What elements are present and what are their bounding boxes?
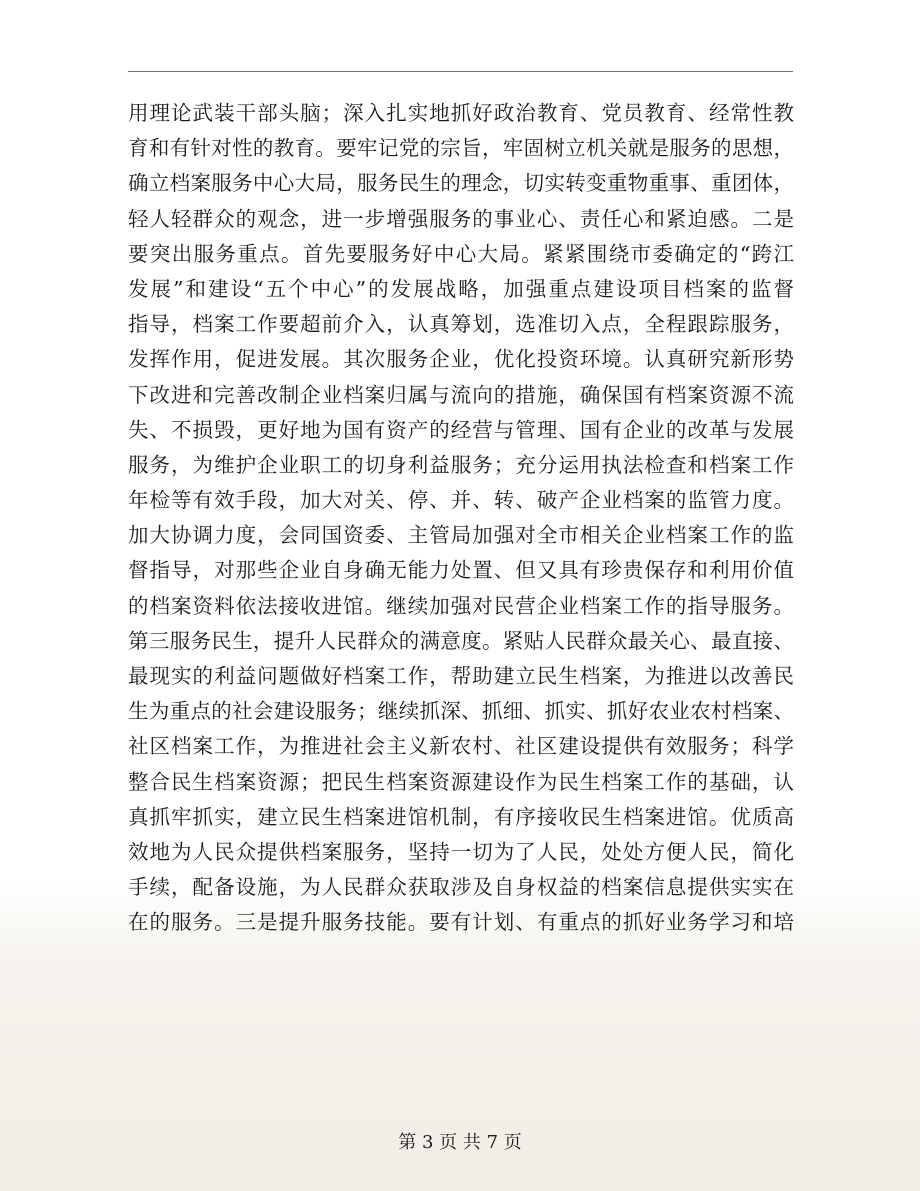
text-line: 指导，档案工作要超前介入，认真筹划，选准切入点，全程跟踪服务， — [128, 312, 794, 337]
text-line: 手续，配备设施，为人民群众获取涉及自身权益的档案信息提供实实在 — [128, 875, 794, 900]
text-line: 加大协调力度，会同国资委、主管局加强对全市相关企业档案工作的监 — [128, 523, 794, 548]
text-line: 最现实的利益问题做好档案工作，帮助建立民生档案，为推进以改善民 — [128, 664, 794, 688]
page-number-footer: 第 3 页 共 7 页 — [398, 1132, 522, 1153]
text-line: 轻人轻群众的观念，进一步增强服务的事业心、责任心和紧迫感。二是 — [128, 206, 794, 231]
text-line: 督指导，对那些企业自身确无能力处置、但又具有珍贵保存和利用价值 — [128, 558, 794, 583]
text-line: 生为重点的社会建设服务；继续抓深、抓细、抓实、抓好农业农村档案、 — [128, 699, 794, 724]
text-line: 第三服务民生，提升人民群众的满意度。紧贴人民群众最关心、最直接、 — [128, 628, 794, 653]
text-line: 下改进和完善改制企业档案归属与流向的措施，确保国有档案资源不流 — [128, 382, 794, 407]
text-line: 要突出服务重点。首先要服务好中心大局。紧紧围绕市委确定的“跨江 — [128, 241, 794, 266]
text-line: 在的服务。三是提升服务技能。要有计划、有重点的抓好业务学习和培 — [128, 910, 794, 935]
body-text — [128, 96, 794, 941]
text-line: 发展”和建设“五个中心”的发展战略，加强重点建设项目档案的监督 — [128, 276, 794, 301]
text-line: 用理论武装干部头脑；深入扎实地抓好政治教育、党员教育、经常性教 — [128, 101, 794, 125]
text-line: 服务，为维护企业职工的切身利益服务；充分运用执法检查和档案工作 — [128, 452, 794, 477]
text-line: 确立档案服务中心大局，服务民生的理念，切实转变重物重事、重团体， — [128, 171, 794, 196]
text-line: 年检等有效手段，加大对关、停、并、转、破产企业档案的监管力度。 — [128, 488, 794, 513]
text-line: 真抓牢抓实，建立民生档案进馆机制，有序接收民生档案进馆。优质高 — [128, 804, 794, 829]
text-line: 社区档案工作，为推进社会主义新农村、社区建设提供有效服务；科学 — [128, 734, 794, 759]
text-line: 失、不损毁，更好地为国有资产的经营与管理、国有企业的改革与发展 — [128, 417, 794, 442]
text-line: 效地为人民众提供档案服务，坚持一切为了人民，处处方便人民，简化 — [128, 839, 794, 864]
text-line: 的档案资料依法接收进馆。继续加强对民营企业档案工作的指导服务。 — [128, 593, 794, 618]
text-line: 发挥作用，促进发展。其次服务企业，优化投资环境。认真研究新形势 — [128, 347, 794, 372]
text-line: 育和有针对性的教育。要牢记党的宗旨，牢固树立机关就是服务的思想， — [128, 136, 794, 161]
text-line: 整合民生档案资源；把民生档案资源建设作为民生档案工作的基础，认 — [128, 769, 794, 794]
header-rule — [128, 71, 793, 72]
